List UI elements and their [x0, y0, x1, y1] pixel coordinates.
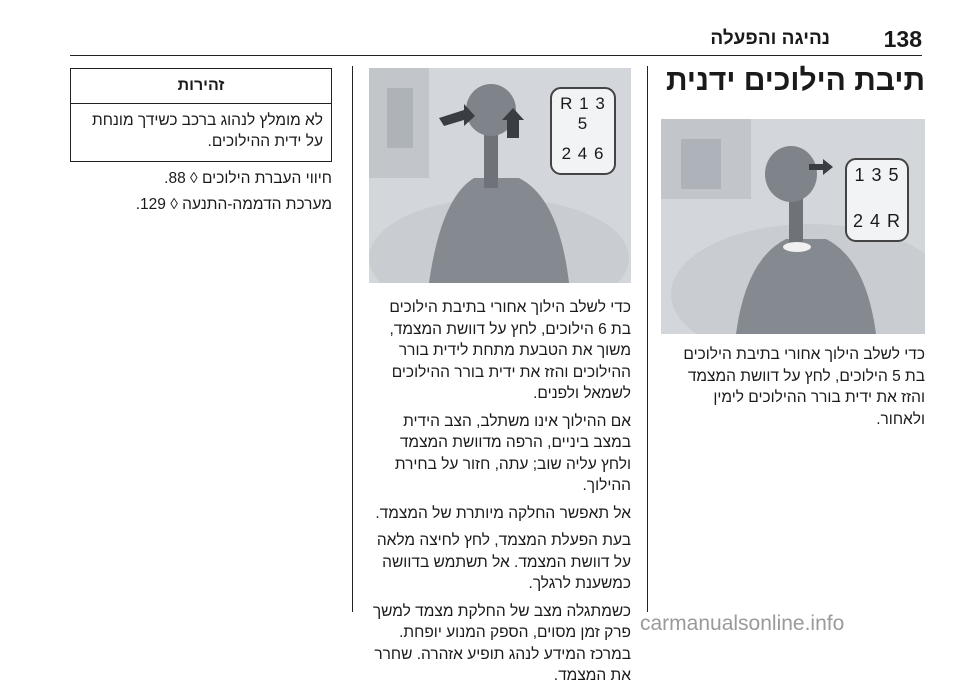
body-paragraph: אל תאפשר החלקה מיותרת של המצמד.: [375, 504, 631, 522]
gear-shifter-photo-6-speed: [369, 68, 631, 283]
warning-heading: זהירות: [71, 69, 331, 104]
cross-references: [70, 168, 332, 220]
reference-link[interactable]: מערכת הדממה-התנעה ◊ 129.: [135, 196, 332, 213]
gear-pattern-top-6: R 1 3 5: [560, 94, 606, 133]
column-divider-right: [647, 66, 648, 612]
body-paragraph: כשמתגלה מצב של החלקת מצמד למשך פרק זמן מסוים, הספק המנוע יופחת. במרכז המידע לנהג תופיע אזהרה. שחרר את המצמד.: [372, 602, 631, 684]
body-paragraph: בעת הפעלת המצמד, לחץ לחיצה מלאה על דוושת המצמד. אל תשתמש בדוושה כמשענת לרגלך.: [376, 532, 631, 592]
body-paragraph: אם ההילוך אינו משתלב, הצב הידית במצב ביניים, הרפה מדוושת המצמד ולחץ עליה שוב; עתה, חזור על בחירת ההילוך.: [394, 412, 631, 494]
warning-text: לא מומלץ לנהוג ברכב כשידך מונחת על ידית ההילוכים.: [91, 112, 323, 150]
gear-pattern-top: 1 3 5: [854, 165, 900, 185]
reference-link[interactable]: חיווי העברת הילוכים ◊ 88.: [164, 170, 332, 187]
column-divider-left: [352, 66, 353, 612]
gear-pattern-bottom: 2 4 R: [852, 211, 902, 231]
gear-shifter-photo-5-speed: [661, 119, 925, 334]
body-paragraph: כדי לשלב הילוך אחורי בתיבת הילוכים בת 5 הילוכים, לחץ על דוושת המצמד והזז את ידית בורר ההילוכים לימין ולאחור.: [683, 346, 925, 428]
warning-box: [70, 68, 332, 162]
six-speed-column: [369, 68, 631, 684]
header-rule: [70, 55, 922, 56]
watermark: carmanualsonline.info: [640, 612, 845, 635]
gear-pattern-bottom-6: 2 4 6: [561, 144, 605, 163]
page-header: [70, 26, 922, 56]
section-title: תיבת הילוכים ידנית: [665, 64, 925, 97]
body-paragraph: כדי לשלב הילוך אחורי בתיבת הילוכים בת 6 הילוכים, לחץ על דוושת המצמד, משוך את הטבעת מתחת לידית בורר ההילוכים והזז את ידית בורר ההילוכים לשמאל ולפנים.: [389, 299, 631, 402]
running-title: נהיגה והפעלה: [710, 28, 830, 49]
page-number: 138: [883, 26, 922, 52]
manual-gearbox-column: [661, 60, 925, 620]
